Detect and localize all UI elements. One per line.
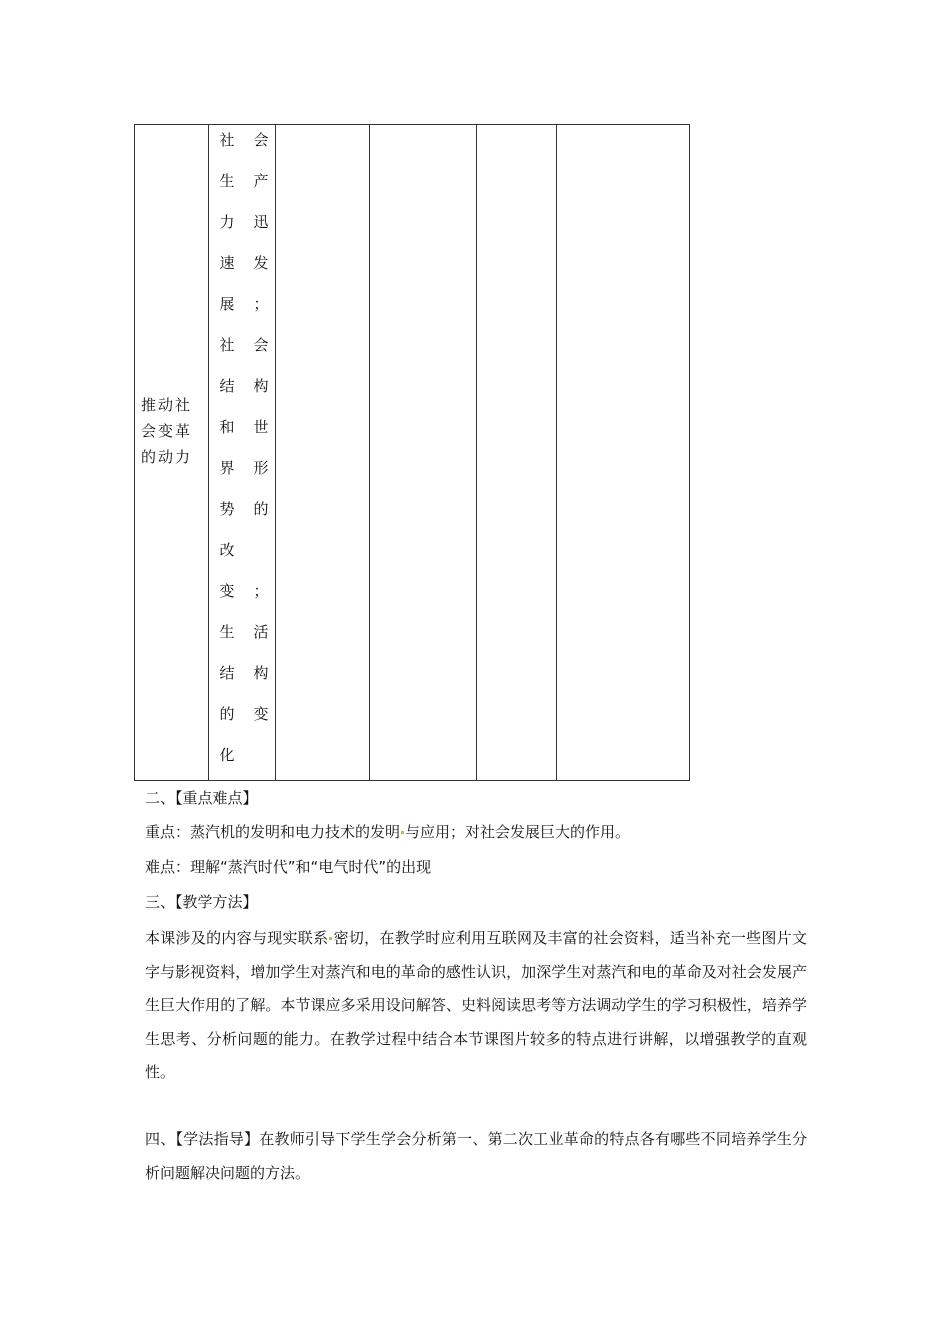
grid-row <box>218 537 270 578</box>
method-heading-block <box>145 890 810 914</box>
grid-row <box>218 250 270 291</box>
grid-char: 会 <box>253 131 269 149</box>
key-points-section <box>145 786 810 810</box>
grid-row <box>218 168 270 209</box>
grid-char: 产 <box>253 172 269 190</box>
method-paragraph <box>145 922 807 1090</box>
grid-char: 化 <box>219 746 235 764</box>
grid-char: 改 <box>219 541 235 559</box>
study-paragraph <box>145 1123 807 1190</box>
table-divider <box>275 124 276 781</box>
grid-char: 的 <box>219 705 235 723</box>
grid-row <box>218 291 270 332</box>
table-divider <box>208 124 209 781</box>
difficulty-line <box>145 855 810 879</box>
grid-row <box>218 209 270 250</box>
grid-char: ； <box>253 295 269 313</box>
vertical-text-cell <box>218 127 270 783</box>
section-heading: 二、【重点难点】 <box>145 789 258 807</box>
grid-char: 的 <box>253 500 269 518</box>
grid-char: 结 <box>219 664 235 682</box>
row-label-line: 的动力 <box>141 448 193 466</box>
grid-char: 速 <box>219 254 235 272</box>
grid-row <box>218 701 270 742</box>
method-text: 本课涉及的内容与现实联系 <box>145 929 329 947</box>
grid-char: 活 <box>253 623 269 641</box>
grid-row <box>218 414 270 455</box>
row-label <box>141 392 205 470</box>
grid-row <box>218 660 270 701</box>
grid-char: 生 <box>219 172 235 190</box>
grid-char: 生 <box>219 623 235 641</box>
key-point-label: 重点： <box>145 823 191 841</box>
grid-row <box>218 373 270 414</box>
grid-row <box>218 619 270 660</box>
grid-char: 结 <box>219 377 235 395</box>
grid-char: 和 <box>219 418 235 436</box>
key-point-line <box>145 820 810 844</box>
grid-char: 变 <box>253 705 269 723</box>
grid-row <box>218 578 270 619</box>
grid-row <box>218 496 270 537</box>
table-divider <box>476 124 477 781</box>
key-point-text: 蒸汽机的发明和电力技术的发明 <box>190 823 401 841</box>
grid-char: 发 <box>253 254 269 272</box>
row-label-line: 推动社 <box>141 396 193 414</box>
grid-char: 势 <box>219 500 235 518</box>
grid-char: 社 <box>219 131 235 149</box>
key-point-text: 与应用；对社会发展巨大的作用。 <box>405 823 631 841</box>
difficulty-text: 难点：理解“蒸汽时代”和“电气时代”的出现 <box>145 858 432 876</box>
section-heading: 四、【学法指导】 <box>145 1130 260 1148</box>
grid-char: 构 <box>253 664 269 682</box>
mark-dot <box>401 831 404 834</box>
grid-char: 社 <box>219 336 235 354</box>
grid-row <box>218 455 270 496</box>
grid-char: 世 <box>253 418 269 436</box>
grid-char: 变 <box>219 582 235 600</box>
row-label-line: 会变革 <box>141 422 193 440</box>
grid-char: 力 <box>219 213 235 231</box>
grid-char <box>252 742 270 783</box>
section-heading: 三、【教学方法】 <box>145 893 258 911</box>
grid-row <box>218 127 270 168</box>
grid-char <box>252 537 270 578</box>
grid-char: ； <box>253 582 269 600</box>
table-divider <box>369 124 370 781</box>
table-divider <box>556 124 557 781</box>
grid-row <box>218 332 270 373</box>
grid-char: 迅 <box>253 213 269 231</box>
grid-char: 展 <box>219 295 235 313</box>
grid-char: 会 <box>253 336 269 354</box>
grid-row <box>218 742 270 783</box>
mark-dot <box>329 937 332 940</box>
study-text: 在教师引导下学生学会分析第一、第二次工业革命的特点各有哪些不同培养学生分析问题解决问题的方法。 <box>145 1130 807 1182</box>
grid-char: 界 <box>219 459 235 477</box>
grid-char: 形 <box>253 459 269 477</box>
grid-char: 构 <box>253 377 269 395</box>
method-text: 密切，在教学时应利用互联网及丰富的社会资料，适当补充一些图片文字与影视资料，增加学生对蒸汽和电的革命的感性认识，加深学生对蒸汽和电的革命及对社会发展产生巨大作用的了解。本节课应多采用设问解答、史料阅读思考等方法调动学生的学习积极性，培养学生思考、分析问题的能力。在教学过程中结合本节课图片较多的特点进行讲解，以增强教学的直观性。 <box>145 929 807 1082</box>
